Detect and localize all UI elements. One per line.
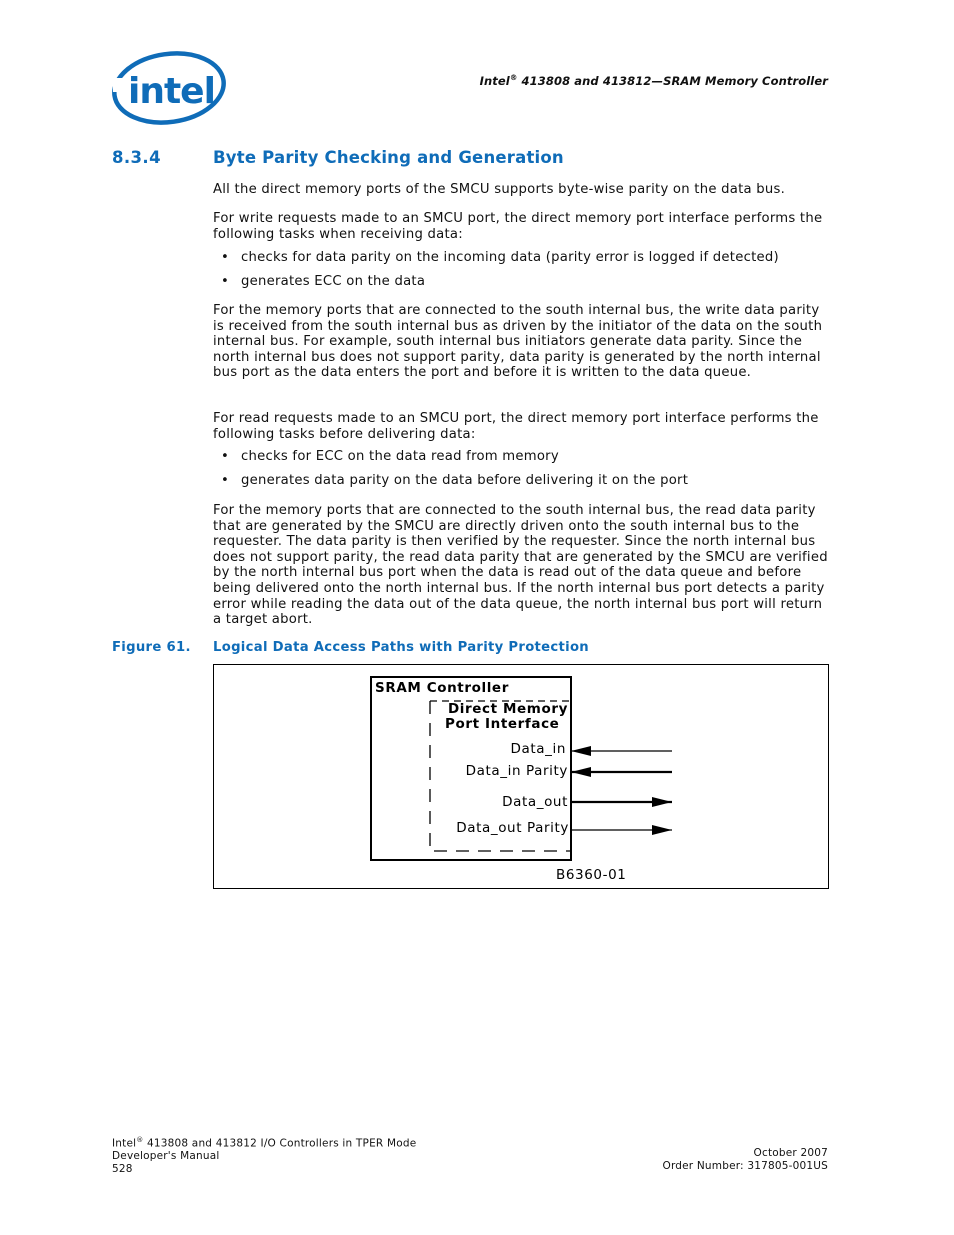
list-item — [221, 274, 821, 290]
bullet-icon: • — [221, 449, 230, 464]
port-interface-label-line1: Direct Memory — [448, 701, 568, 717]
sram-controller-label: SRAM Controller — [375, 680, 509, 696]
list-item — [221, 250, 821, 266]
list-item-text: generates ECC on the data — [241, 274, 426, 289]
list-item-text: checks for ECC on the data read from memory — [241, 449, 559, 464]
signal-data-in-parity: Data_in Parity — [465, 763, 568, 779]
parity-diagram — [213, 664, 829, 889]
footer-product-line — [112, 1134, 416, 1150]
running-title — [480, 73, 828, 88]
bullet-icon: • — [221, 250, 230, 265]
list-item-text: checks for data parity on the incoming data (parity error is logged if detected) — [241, 250, 779, 265]
bullet-icon: • — [221, 274, 230, 289]
bullet-icon: • — [221, 473, 230, 488]
port-interface-label-line2: Port Interface — [445, 716, 560, 732]
registered-mark: ® — [509, 73, 518, 82]
figure-id: B6360-01 — [556, 867, 627, 883]
paragraph-5: For the memory ports that are connected to the south internal bus, the read data parity that are generated by the SMCU are directly driven onto the south internal bus to the requester. The data parity is then verified by the requester. Since the north internal bus does not support parity, the read data parity that are generated by the SMCU are verified by the north internal bus port when the data is read out of the data queue and before being delivered onto the north internal bus. If the north internal bus port detects a parity error while reading the data out of the data queue, the north internal bus port will return a target abort. — [213, 503, 828, 628]
list-item — [221, 473, 821, 489]
paragraph-2: For write requests made to an SMCU port, the direct memory port interface performs the following tasks when receiving data: — [213, 211, 823, 242]
section-number: 8.3.4 — [112, 148, 161, 167]
footer-order-number: Order Number: 317805-001US — [662, 1159, 828, 1172]
footer-manual-name: Developer's Manual — [112, 1150, 220, 1162]
page-number: 528 — [112, 1162, 133, 1175]
footer-left — [112, 1134, 416, 1175]
paragraph-3: For the memory ports that are connected to the south internal bus, the write data parity is received from the south internal bus as driven by the initiator of the data on the south internal bus. For example, south internal bus initiators generate data parity. Since the north internal bus does not support parity, data parity is generated by the north internal bus port as the data enters the port and before it is written to the data queue. — [213, 303, 823, 381]
footer-product-text: 413808 and 413812 I/O Controllers in TPER Mode — [143, 1137, 417, 1150]
section-title: Byte Parity Checking and Generation — [213, 148, 564, 167]
intel-logo — [110, 48, 228, 128]
running-title-brand: Intel — [479, 73, 510, 88]
logo-wordmark: intel — [128, 71, 215, 112]
figure-number: Figure 61. — [112, 640, 191, 655]
list-item — [221, 449, 821, 465]
footer-right — [662, 1147, 828, 1172]
footer-date: October 2007 — [753, 1147, 828, 1159]
paragraph-4: For read requests made to an SMCU port, the direct memory port interface performs the following tasks before delivering data: — [213, 411, 819, 442]
intel-logo-graphic — [110, 48, 228, 128]
signal-data-in: Data_in — [510, 741, 566, 757]
figure-title: Logical Data Access Paths with Parity Protection — [213, 640, 589, 655]
footer-brand: Intel — [112, 1137, 137, 1150]
signal-data-out-parity: Data_out Parity — [456, 820, 569, 836]
paragraph-1: All the direct memory ports of the SMCU supports byte-wise parity on the data bus. — [213, 182, 786, 197]
footer-registered-mark: ® — [136, 1136, 144, 1144]
list-item-text: generates data parity on the data before delivering it on the port — [241, 473, 689, 488]
running-title-text: 413808 and 413812—SRAM Memory Controller — [517, 73, 828, 88]
signal-data-out: Data_out — [502, 794, 568, 810]
